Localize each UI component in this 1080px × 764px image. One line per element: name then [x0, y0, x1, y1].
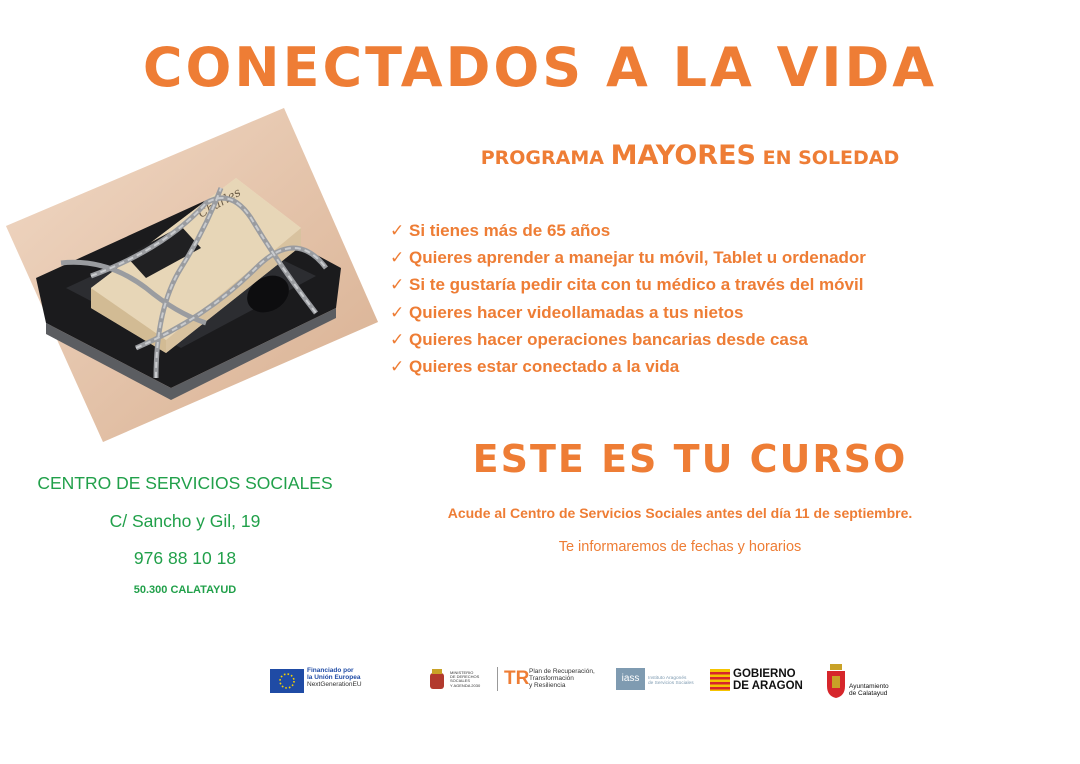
list-item: ✓ Si te gustaría pedir cita con tu médico a través del móvil — [390, 271, 866, 298]
list-item: ✓ Quieres aprender a manejar tu móvil, Tablet u ordenador — [390, 244, 866, 271]
checkmark-icon: ✓ — [390, 356, 405, 376]
program-subtitle — [440, 140, 940, 171]
eu-flag-icon — [270, 669, 304, 693]
checkmark-icon: ✓ — [390, 302, 405, 322]
list-item: ✓ Quieres hacer videollamadas a tus nietos — [390, 299, 866, 326]
subtitle-highlight: MAYORES — [610, 140, 756, 171]
info-text: Te informaremos de fechas y horarios — [558, 539, 802, 555]
checkmark-icon: ✓ — [390, 275, 405, 295]
checkmark-icon: ✓ — [390, 221, 405, 240]
eu-logo: Financiado por la Unión Europea NextGenerationEU — [270, 668, 380, 694]
subtitle-suffix: EN SOLEDAD — [762, 147, 900, 169]
checkmark-icon: ✓ — [390, 329, 405, 349]
book-laptop-chains-photo — [6, 108, 378, 442]
requirements-list — [390, 217, 866, 380]
iass-mark: iass — [616, 668, 645, 690]
svg-text:Charles: Charles — [195, 185, 244, 221]
tr-mark: TR — [504, 668, 530, 689]
plan-recuperacion-logo: TR Plan de Recuperación, Transformación y Resiliencia — [504, 668, 595, 689]
coat-of-arms-icon — [427, 667, 447, 691]
contact-postal: 50.300 CALATAYUD — [133, 584, 237, 596]
contact-address: C/ Sancho y Gil, 19 — [109, 511, 261, 531]
list-item: ✓ Quieres estar conectado a la vida — [390, 353, 866, 380]
poster-title: CONECTADOS A LA VIDA — [142, 36, 938, 99]
list-item: ✓ Quieres hacer operaciones bancarias desde casa — [390, 326, 866, 353]
ayuntamiento-logo: Ayuntamiento de Calatayud — [825, 664, 905, 700]
iass-logo: iass Instituto Aragonés de Servicios Sociales — [616, 668, 706, 694]
subtitle-prefix: PROGRAMA — [480, 147, 604, 169]
contact-name: CENTRO DE SERVICIOS SOCIALES — [37, 473, 333, 493]
list-item: ✓ Si tienes más de 65 años — [390, 217, 866, 244]
calatayud-shield-icon — [825, 664, 847, 698]
gobierno-aragon-logo: GOBIERNO DE ARAGON — [710, 668, 814, 694]
checkmark-icon: ✓ — [390, 248, 405, 268]
ministerio-logo: MINISTERIO DE DERECHOS SOCIALES Y AGENDA 2030 — [427, 667, 499, 693]
contact-phone: 976 88 10 18 — [133, 548, 237, 568]
deadline-text: Acude al Centro de Servicios Sociales antes del día 11 de septiembre. — [447, 505, 913, 521]
course-heading: ESTE ES TU CURSO — [472, 437, 908, 481]
aragon-flag-icon — [710, 669, 730, 691]
